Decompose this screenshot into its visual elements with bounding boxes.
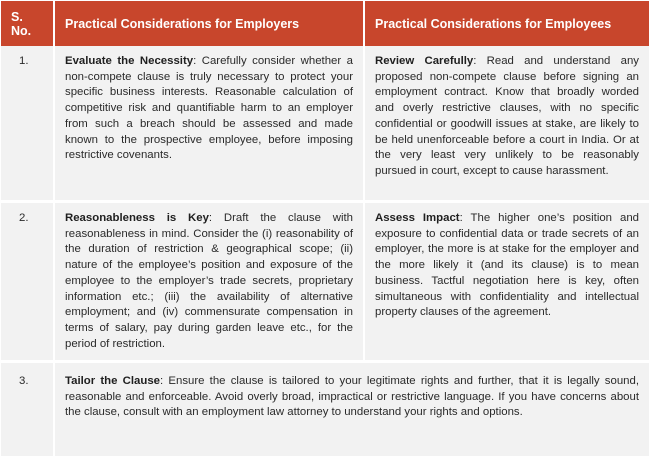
employer-point-title: Reasonableness is Key — [65, 212, 209, 224]
considerations-table — [1, 1, 649, 459]
table-row — [1, 46, 649, 202]
employer-cell — [54, 46, 364, 202]
row-number: 1. — [1, 46, 54, 202]
employee-cell — [364, 46, 649, 202]
employer-point-title: Evaluate the Necessity — [65, 55, 194, 67]
employer-cell — [54, 202, 364, 362]
employee-point-title: Assess Impact — [375, 212, 460, 224]
row-number: 2. — [1, 202, 54, 362]
employer-point-text: : Carefully consider whether a non-compete clause is truly necessary to protect your specific business interests. Reasonable calculation of competitive risk and quantifiable harm to an employer from such a breach should be assessed and made known to the prospective employee, before imposing restrictive covenants. — [65, 55, 353, 162]
combined-point-text: : Ensure the clause is tailored to your legitimate rights and further, that it is legally sound, reasonable and enforceable. Avoid overly broad, impractical or restrictive language. If you have concerns about the clause, consult with an employment law attorney to understand your rights and options. — [65, 375, 639, 419]
table-row — [1, 362, 649, 458]
table-header-row — [1, 1, 649, 46]
employee-point-text: : The higher one’s position and exposure to confidential data or trade secrets of an employer, the more is at stake for the employer and the more likely it (and its clause) is to mean business. Tactful negotiation here is key, often simultaneous with confidentiality and intellectual property clauses of the agreement. — [375, 212, 639, 319]
header-employees: Practical Considerations for Employees — [364, 1, 649, 46]
header-employers: Practical Considerations for Employers — [54, 1, 364, 46]
header-sno: S. No. — [1, 1, 54, 46]
employee-cell — [364, 202, 649, 362]
employee-point-title: Review Carefully — [375, 55, 474, 67]
employee-point-text: : Read and understand any proposed non-compete clause before signing an employment contract. Know that broadly worded and overly restrictive clauses, with no specific confidential or goodwill issues at stake, are likely to be held unenforceable before a court in India. Or at the very least very unlikely to be reasonably pursued in court, except to cause harassment. — [375, 55, 639, 177]
combined-point-title: Tailor the Clause — [65, 375, 161, 387]
table-row — [1, 202, 649, 362]
combined-cell — [54, 362, 649, 458]
row-number: 3. — [1, 362, 54, 458]
employer-point-text: : Draft the clause with reasonableness in mind. Consider the (i) reasonability of the duration of restriction & geographical scope; (ii) nature of the employee’s position and exposure of the employee to the employer’s trade secrets, proprietary information etc.; (iii) the availability of alternative employment; and (iv) commensurate compensation in terms of salary, pay during garden leave etc., for the period of restriction. — [65, 212, 353, 350]
